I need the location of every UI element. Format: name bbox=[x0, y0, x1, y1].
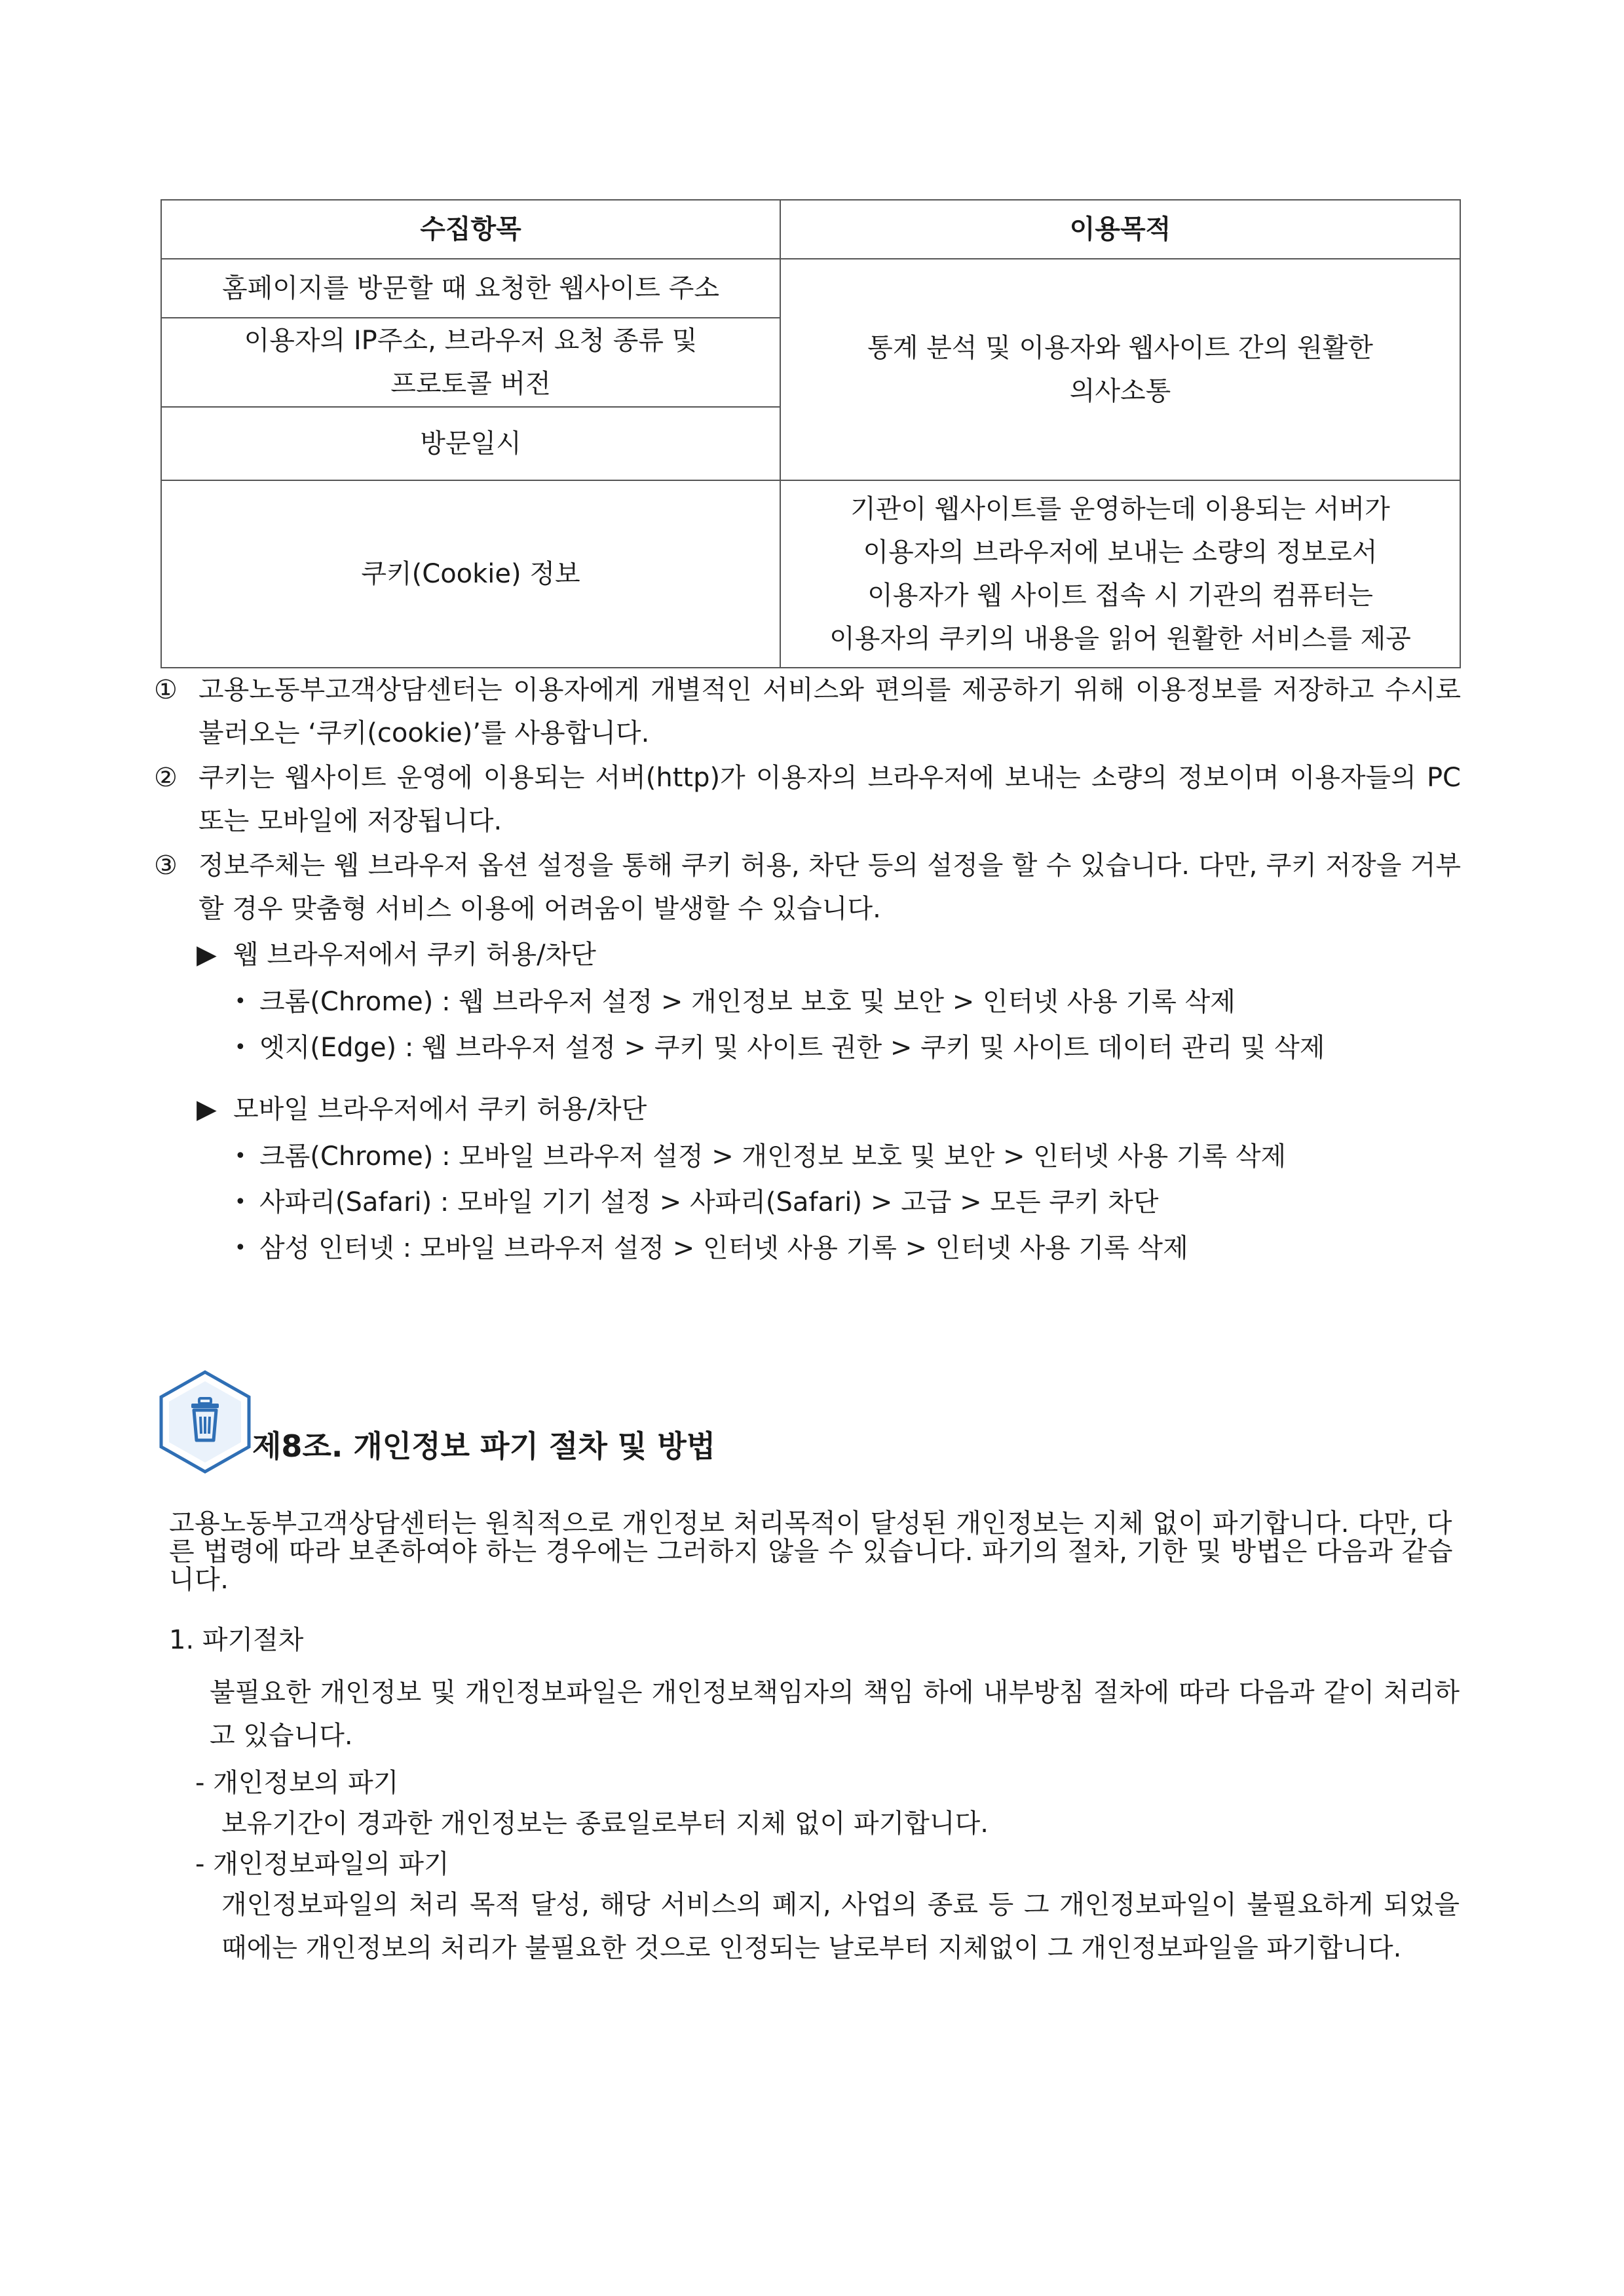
table-header-row bbox=[161, 200, 1460, 259]
list-item-text: 크롬(Chrome) : 웹 브라우저 설정 > 개인정보 보호 및 보안 > 인터넷 사용 기록 삭제 bbox=[259, 987, 1236, 1017]
list-item bbox=[235, 1026, 1325, 1069]
bullet-dot-icon: • bbox=[235, 1145, 246, 1168]
dash-item-title: - 개인정보파일의 파기 bbox=[195, 1849, 449, 1879]
cookie-purpose-line: 기관이 웹사이트를 운영하는데 이용되는 서버가 bbox=[850, 494, 1390, 524]
section-intro: 고용노동부고객상담센터는 원칙적으로 개인정보 처리목적이 달성된 개인정보는 지체 없이 파기합니다. 다만, 다른 법령에 따라 보존하여야 하는 경우에는 그러하지 않을 수 있습니다. 파기의 절차, 기한 및 방법은 다음과 같습니다. bbox=[169, 1508, 1454, 1595]
purpose-line: 의사소통 bbox=[1069, 376, 1171, 406]
cell-cookie-purpose bbox=[780, 480, 1460, 668]
dash-item-body: 보유기간이 경과한 개인정보는 종료일로부터 지체 없이 파기합니다. bbox=[221, 1808, 989, 1839]
numbered-item-2 bbox=[154, 756, 1461, 843]
table-row bbox=[161, 480, 1460, 668]
dash-item-title: - 개인정보의 파기 bbox=[195, 1768, 399, 1798]
step-body: 불필요한 개인정보 및 개인정보파일은 개인정보책임자의 책임 하에 내부방침 절차에 따라 다음과 같이 처리하고 있습니다. bbox=[210, 1677, 1460, 1751]
header-collection-item: 수집항목 bbox=[161, 200, 780, 259]
cookie-purpose-line: 이용자의 브라우저에 보내는 소량의 정보로서 bbox=[863, 537, 1378, 567]
list-item-text: 삼성 인터넷 : 모바일 브라우저 설정 > 인터넷 사용 기록 > 인터넷 사용 기록 삭제 bbox=[259, 1233, 1188, 1263]
header-purpose: 이용목적 bbox=[780, 200, 1460, 259]
bullet-dot-icon: • bbox=[235, 1191, 246, 1214]
table-row bbox=[161, 259, 1460, 318]
numbered-item-1 bbox=[154, 668, 1461, 755]
list-item-text: 사파리(Safari) : 모바일 기기 설정 > 사파리(Safari) > 고급 > 모든 쿠키 차단 bbox=[259, 1187, 1159, 1217]
bullet-dot-icon: • bbox=[235, 990, 246, 1013]
dash-item-body: 개인정보파일의 처리 목적 달성, 해당 서비스의 폐지, 사업의 종료 등 그 개인정보파일이 불필요하게 되었을 때에는 개인정보의 처리가 불필요한 것으로 인정되는 날로부터 지체없이 그 개인정보파일을 파기합니다. bbox=[221, 1890, 1460, 1963]
cell-website-url: 홈페이지를 방문할 때 요청한 웹사이트 주소 bbox=[161, 259, 780, 318]
list-item bbox=[235, 1181, 1159, 1224]
cell-visit-time: 방문일시 bbox=[161, 407, 780, 480]
list-item-text: 엣지(Edge) : 웹 브라우저 설정 > 쿠키 및 사이트 권한 > 쿠키 및 사이트 데이터 관리 및 삭제 bbox=[259, 1033, 1325, 1063]
item-text: 정보주체는 웹 브라우저 옵션 설정을 통해 쿠키 허용, 차단 등의 설정을 할 수 있습니다. 다만, 쿠키 저장을 거부할 경우 맞춤형 서비스 이용에 어려움이 발생할 수 있습니다. bbox=[198, 851, 1461, 924]
right-triangle-icon: ▶ bbox=[197, 1094, 217, 1124]
bullet-dot-icon: • bbox=[235, 1236, 246, 1259]
heading-text: 모바일 브라우저에서 쿠키 허용/차단 bbox=[233, 1094, 647, 1124]
cell-statistics-purpose bbox=[780, 259, 1460, 480]
collection-items-table bbox=[161, 199, 1461, 668]
list-item-text: 크롬(Chrome) : 모바일 브라우저 설정 > 개인정보 보호 및 보안 > 인터넷 사용 기록 삭제 bbox=[259, 1141, 1287, 1172]
circled-number: ③ bbox=[154, 851, 178, 881]
step-title: 1. 파기절차 bbox=[169, 1625, 304, 1655]
mobile-browser-heading bbox=[197, 1088, 647, 1131]
cell-line: 이용자의 IP주소, 브라우저 요청 종류 및 bbox=[244, 326, 698, 356]
cell-ip-address bbox=[161, 318, 780, 407]
purpose-line: 통계 분석 및 이용자와 웹사이트 간의 원활한 bbox=[867, 333, 1373, 363]
list-item bbox=[235, 980, 1236, 1024]
cell-line: 프로토콜 버전 bbox=[390, 369, 551, 399]
cell-cookie-info: 쿠키(Cookie) 정보 bbox=[161, 480, 780, 668]
bullet-dot-icon: • bbox=[235, 1036, 246, 1059]
item-text: 고용노동부고객상담센터는 이용자에게 개별적인 서비스와 편의를 제공하기 위해 이용정보를 저장하고 수시로 불러오는 ‘쿠키(cookie)’를 사용합니다. bbox=[198, 675, 1461, 748]
numbered-item-3 bbox=[154, 844, 1461, 930]
item-text: 쿠키는 웹사이트 운영에 이용되는 서버(http)가 이용자의 브라우저에 보내는 소량의 정보이며 이용자들의 PC 또는 모바일에 저장됩니다. bbox=[198, 763, 1461, 836]
trash-can-icon bbox=[157, 1369, 253, 1474]
cookie-purpose-line: 이용자의 쿠키의 내용을 읽어 원활한 서비스를 제공 bbox=[829, 624, 1411, 654]
section-title: 제8조. 개인정보 파기 절차 및 방법 bbox=[252, 1428, 716, 1464]
web-browser-heading bbox=[197, 933, 596, 976]
circled-number: ① bbox=[154, 675, 178, 705]
right-triangle-icon: ▶ bbox=[197, 940, 217, 970]
cookie-purpose-line: 이용자가 웹 사이트 접속 시 기관의 컴퓨터는 bbox=[867, 581, 1373, 611]
list-item bbox=[235, 1135, 1286, 1178]
list-item bbox=[235, 1227, 1188, 1270]
heading-text: 웹 브라우저에서 쿠키 허용/차단 bbox=[233, 940, 596, 970]
circled-number: ② bbox=[154, 763, 178, 793]
